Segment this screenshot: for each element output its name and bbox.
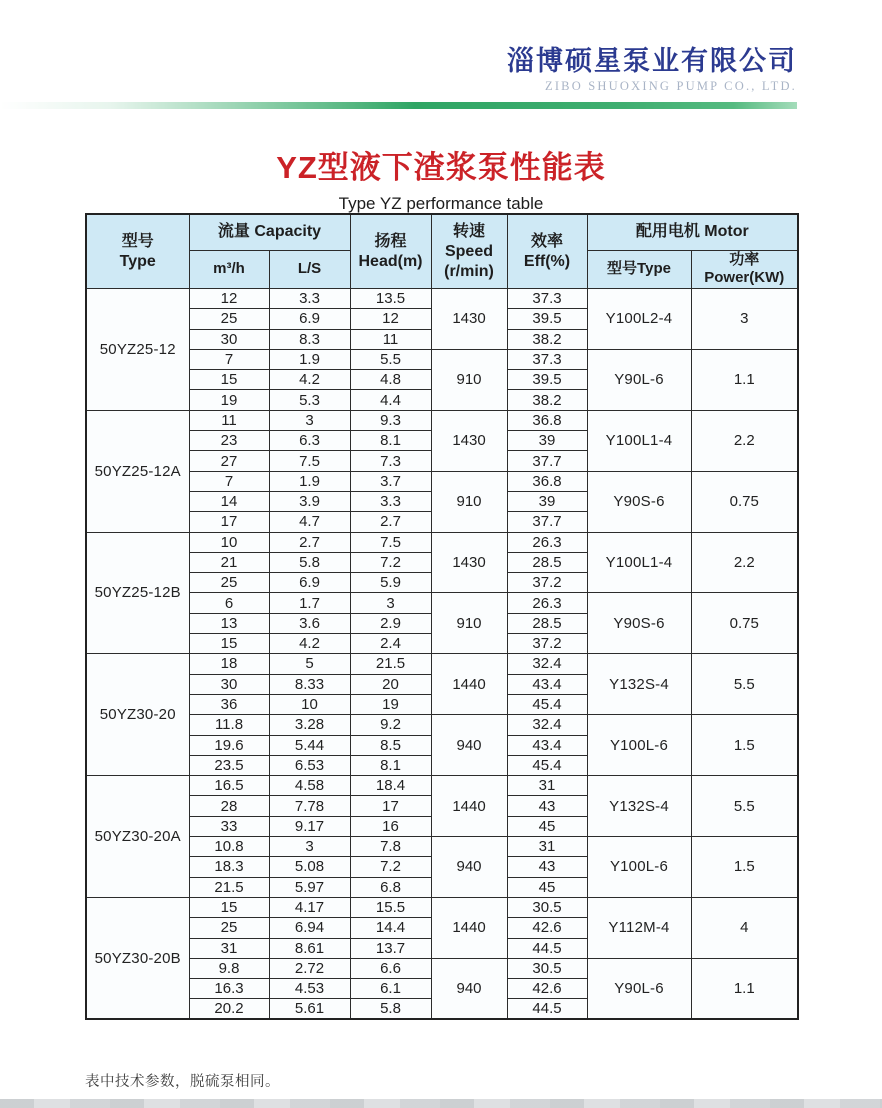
cell-motor-type: Y100L-6 xyxy=(587,837,691,898)
table-row xyxy=(86,532,798,552)
cell-flow-ls: 1.9 xyxy=(269,349,350,369)
company-name-en: ZIBO SHUOXING PUMP CO., LTD. xyxy=(544,79,797,94)
cell-model: 50YZ30-20 xyxy=(86,654,189,776)
cell-head: 15.5 xyxy=(350,897,431,917)
cell-flow-m3h: 7 xyxy=(189,471,269,491)
page-subtitle: Type YZ performance table xyxy=(338,194,544,213)
cell-eff: 37.3 xyxy=(507,289,587,309)
cell-motor-power: 2.2 xyxy=(691,532,798,593)
cell-motor-power: 1.1 xyxy=(691,349,798,410)
cell-motor-power: 1.5 xyxy=(691,715,798,776)
cell-flow-m3h: 19.6 xyxy=(189,735,269,755)
cell-flow-ls: 4.2 xyxy=(269,370,350,390)
cell-motor-type: Y100L2-4 xyxy=(587,289,691,350)
col-header-head xyxy=(350,214,431,289)
cell-flow-ls: 7.78 xyxy=(269,796,350,816)
cell-head: 2.4 xyxy=(350,634,431,654)
cell-flow-ls: 2.72 xyxy=(269,958,350,978)
cell-eff: 36.8 xyxy=(507,471,587,491)
cell-model: 50YZ25-12B xyxy=(86,532,189,654)
cell-flow-m3h: 10 xyxy=(189,532,269,552)
cell-head: 3.7 xyxy=(350,471,431,491)
cell-model: 50YZ30-20B xyxy=(86,897,189,1019)
table-header xyxy=(86,214,798,289)
cell-flow-m3h: 14 xyxy=(189,491,269,511)
cell-eff: 30.5 xyxy=(507,958,587,978)
cell-speed: 940 xyxy=(431,715,507,776)
cell-speed: 910 xyxy=(431,593,507,654)
cell-flow-ls: 4.2 xyxy=(269,634,350,654)
cell-flow-ls: 3.6 xyxy=(269,613,350,633)
cell-flow-ls: 3.3 xyxy=(269,289,350,309)
cell-head: 7.3 xyxy=(350,451,431,471)
cell-flow-m3h: 15 xyxy=(189,634,269,654)
cell-eff: 37.7 xyxy=(507,451,587,471)
cell-flow-ls: 4.17 xyxy=(269,897,350,917)
table-row xyxy=(86,958,798,978)
cell-flow-m3h: 11 xyxy=(189,410,269,430)
cell-flow-m3h: 23.5 xyxy=(189,755,269,775)
cell-flow-ls: 3 xyxy=(269,410,350,430)
cell-motor-power: 0.75 xyxy=(691,593,798,654)
cell-flow-ls: 6.94 xyxy=(269,918,350,938)
cell-flow-m3h: 9.8 xyxy=(189,958,269,978)
col-header-type xyxy=(86,214,189,289)
col-header-eff-cn: 效率 xyxy=(530,232,563,250)
cell-eff: 28.5 xyxy=(507,552,587,572)
cell-eff: 31 xyxy=(507,837,587,857)
cell-eff: 39.5 xyxy=(507,309,587,329)
cell-motor-power: 4 xyxy=(691,897,798,958)
table-row xyxy=(86,776,798,796)
cell-flow-ls: 4.58 xyxy=(269,776,350,796)
col-header-motor-type: 型号Type xyxy=(587,250,691,289)
cell-motor-type: Y100L1-4 xyxy=(587,532,691,593)
cell-head: 12 xyxy=(350,309,431,329)
cell-eff: 26.3 xyxy=(507,532,587,552)
cell-flow-m3h: 33 xyxy=(189,816,269,836)
cell-head: 4.8 xyxy=(350,370,431,390)
cell-flow-m3h: 25 xyxy=(189,309,269,329)
performance-table-body xyxy=(86,289,798,1020)
cell-head: 7.5 xyxy=(350,532,431,552)
cell-flow-m3h: 23 xyxy=(189,431,269,451)
cell-head: 19 xyxy=(350,694,431,714)
bottom-crop-strip xyxy=(0,1099,882,1108)
cell-head: 16 xyxy=(350,816,431,836)
header-divider-bar xyxy=(0,102,797,109)
cell-flow-m3h: 36 xyxy=(189,694,269,714)
col-header-capacity: 流量 Capacity xyxy=(189,214,350,250)
cell-head: 7.2 xyxy=(350,857,431,877)
cell-eff: 43.4 xyxy=(507,735,587,755)
col-header-head-cn: 扬程 xyxy=(374,232,407,250)
cell-eff: 42.6 xyxy=(507,979,587,999)
cell-eff: 39 xyxy=(507,491,587,511)
cell-eff: 39 xyxy=(507,431,587,451)
cell-eff: 28.5 xyxy=(507,613,587,633)
cell-flow-m3h: 27 xyxy=(189,451,269,471)
cell-motor-type: Y90S-6 xyxy=(587,593,691,654)
cell-flow-ls: 3.28 xyxy=(269,715,350,735)
cell-head: 13.7 xyxy=(350,938,431,958)
cell-eff: 36.8 xyxy=(507,410,587,430)
cell-flow-ls: 5.97 xyxy=(269,877,350,897)
cell-motor-power: 1.1 xyxy=(691,958,798,1019)
cell-motor-type: Y112M-4 xyxy=(587,897,691,958)
cell-speed: 910 xyxy=(431,349,507,410)
cell-speed: 940 xyxy=(431,837,507,898)
cell-motor-type: Y90L-6 xyxy=(587,349,691,410)
cell-eff: 45 xyxy=(507,816,587,836)
col-header-head-en: Head(m) xyxy=(358,252,423,270)
cell-speed: 1440 xyxy=(431,897,507,958)
cell-head: 18.4 xyxy=(350,776,431,796)
cell-head: 2.9 xyxy=(350,613,431,633)
cell-speed: 910 xyxy=(431,471,507,532)
cell-flow-m3h: 11.8 xyxy=(189,715,269,735)
cell-flow-ls: 6.9 xyxy=(269,309,350,329)
cell-eff: 43.4 xyxy=(507,674,587,694)
company-name-cn: 淄博硕星泵业有限公司 xyxy=(507,46,797,76)
col-header-motor-power: 功率Power(KW) xyxy=(691,250,798,289)
cell-head: 13.5 xyxy=(350,289,431,309)
col-header-speed xyxy=(431,214,507,289)
cell-eff: 32.4 xyxy=(507,715,587,735)
cell-flow-ls: 9.17 xyxy=(269,816,350,836)
title-block xyxy=(85,142,797,214)
cell-speed: 1430 xyxy=(431,410,507,471)
table-row xyxy=(86,715,798,735)
cell-flow-m3h: 6 xyxy=(189,593,269,613)
cell-motor-power: 1.5 xyxy=(691,837,798,898)
cell-eff: 43 xyxy=(507,857,587,877)
cell-speed: 1440 xyxy=(431,776,507,837)
cell-flow-ls: 3.9 xyxy=(269,491,350,511)
cell-head: 21.5 xyxy=(350,654,431,674)
cell-flow-ls: 8.3 xyxy=(269,329,350,349)
cell-eff: 42.6 xyxy=(507,918,587,938)
cell-motor-type: Y90L-6 xyxy=(587,958,691,1019)
cell-flow-m3h: 7 xyxy=(189,349,269,369)
cell-head: 4.4 xyxy=(350,390,431,410)
cell-flow-m3h: 15 xyxy=(189,897,269,917)
cell-eff: 45.4 xyxy=(507,755,587,775)
cell-motor-power: 5.5 xyxy=(691,776,798,837)
cell-flow-m3h: 28 xyxy=(189,796,269,816)
cell-head: 8.5 xyxy=(350,735,431,755)
col-header-speed-en: Speed xyxy=(444,242,493,260)
footer-note: 表中技术参数，脱硫泵相同。 xyxy=(85,1074,280,1090)
cell-eff: 26.3 xyxy=(507,593,587,613)
cell-motor-type: Y132S-4 xyxy=(587,654,691,715)
cell-motor-power: 2.2 xyxy=(691,410,798,471)
cell-head: 8.1 xyxy=(350,755,431,775)
col-header-ls: L/S xyxy=(269,250,350,289)
cell-head: 6.6 xyxy=(350,958,431,978)
cell-flow-ls: 6.3 xyxy=(269,431,350,451)
cell-head: 5.8 xyxy=(350,999,431,1019)
cell-head: 7.8 xyxy=(350,837,431,857)
cell-flow-m3h: 16.5 xyxy=(189,776,269,796)
col-header-eff xyxy=(507,214,587,289)
cell-flow-ls: 6.53 xyxy=(269,755,350,775)
cell-flow-m3h: 30 xyxy=(189,674,269,694)
table-row xyxy=(86,897,798,917)
performance-table xyxy=(85,213,799,1020)
cell-head: 11 xyxy=(350,329,431,349)
cell-model: 50YZ25-12A xyxy=(86,410,189,532)
cell-speed: 1430 xyxy=(431,289,507,350)
cell-flow-ls: 8.61 xyxy=(269,938,350,958)
cell-eff: 31 xyxy=(507,776,587,796)
cell-head: 20 xyxy=(350,674,431,694)
cell-motor-power: 3 xyxy=(691,289,798,350)
cell-flow-m3h: 16.3 xyxy=(189,979,269,999)
table-row xyxy=(86,410,798,430)
table-row xyxy=(86,289,798,309)
cell-head: 9.3 xyxy=(350,410,431,430)
cell-flow-ls: 4.7 xyxy=(269,512,350,532)
cell-flow-m3h: 15 xyxy=(189,370,269,390)
col-header-m3h: m³/h xyxy=(189,250,269,289)
cell-flow-ls: 10 xyxy=(269,694,350,714)
cell-flow-m3h: 25 xyxy=(189,573,269,593)
cell-eff: 37.2 xyxy=(507,573,587,593)
cell-eff: 38.2 xyxy=(507,390,587,410)
cell-flow-m3h: 19 xyxy=(189,390,269,410)
col-header-speed-cn: 转速 xyxy=(452,222,485,240)
cell-eff: 30.5 xyxy=(507,897,587,917)
cell-flow-ls: 5 xyxy=(269,654,350,674)
cell-speed: 1430 xyxy=(431,532,507,593)
cell-flow-ls: 3 xyxy=(269,837,350,857)
cell-eff: 37.7 xyxy=(507,512,587,532)
cell-flow-ls: 1.9 xyxy=(269,471,350,491)
cell-eff: 44.5 xyxy=(507,999,587,1019)
table-row xyxy=(86,471,798,491)
cell-motor-type: Y132S-4 xyxy=(587,776,691,837)
cell-eff: 38.2 xyxy=(507,329,587,349)
cell-flow-m3h: 21 xyxy=(189,552,269,572)
cell-flow-ls: 5.44 xyxy=(269,735,350,755)
cell-flow-m3h: 12 xyxy=(189,289,269,309)
cell-eff: 45.4 xyxy=(507,694,587,714)
cell-head: 7.2 xyxy=(350,552,431,572)
col-header-type-cn: 型号 xyxy=(121,232,154,250)
cell-flow-m3h: 25 xyxy=(189,918,269,938)
cell-motor-type: Y90S-6 xyxy=(587,471,691,532)
cell-flow-ls: 5.3 xyxy=(269,390,350,410)
cell-flow-ls: 2.7 xyxy=(269,532,350,552)
cell-model: 50YZ25-12 xyxy=(86,289,189,411)
cell-flow-ls: 8.33 xyxy=(269,674,350,694)
cell-flow-ls: 5.61 xyxy=(269,999,350,1019)
cell-head: 5.5 xyxy=(350,349,431,369)
cell-head: 9.2 xyxy=(350,715,431,735)
cell-head: 6.1 xyxy=(350,979,431,999)
cell-motor-power: 0.75 xyxy=(691,471,798,532)
cell-flow-m3h: 18 xyxy=(189,654,269,674)
col-header-speed-unit: (r/min) xyxy=(444,262,494,280)
table-row xyxy=(86,654,798,674)
col-header-motor: 配用电机 Motor xyxy=(587,214,798,250)
cell-eff: 44.5 xyxy=(507,938,587,958)
cell-flow-ls: 4.53 xyxy=(269,979,350,999)
cell-speed: 940 xyxy=(431,958,507,1019)
cell-head: 8.1 xyxy=(350,431,431,451)
cell-head: 3.3 xyxy=(350,491,431,511)
cell-model: 50YZ30-20A xyxy=(86,776,189,898)
cell-flow-m3h: 20.2 xyxy=(189,999,269,1019)
cell-head: 2.7 xyxy=(350,512,431,532)
cell-head: 6.8 xyxy=(350,877,431,897)
cell-flow-m3h: 31 xyxy=(189,938,269,958)
cell-motor-type: Y100L1-4 xyxy=(587,410,691,471)
cell-motor-type: Y100L-6 xyxy=(587,715,691,776)
cell-flow-ls: 7.5 xyxy=(269,451,350,471)
page-title: YZ型液下渣浆泵性能表 xyxy=(276,150,606,185)
cell-head: 14.4 xyxy=(350,918,431,938)
cell-eff: 32.4 xyxy=(507,654,587,674)
cell-eff: 43 xyxy=(507,796,587,816)
cell-flow-m3h: 21.5 xyxy=(189,877,269,897)
cell-eff: 39.5 xyxy=(507,370,587,390)
cell-flow-m3h: 10.8 xyxy=(189,837,269,857)
company-header xyxy=(507,46,797,94)
cell-head: 5.9 xyxy=(350,573,431,593)
cell-head: 3 xyxy=(350,593,431,613)
cell-flow-ls: 5.8 xyxy=(269,552,350,572)
cell-flow-ls: 6.9 xyxy=(269,573,350,593)
table-row xyxy=(86,837,798,857)
cell-motor-power: 5.5 xyxy=(691,654,798,715)
cell-eff: 37.2 xyxy=(507,634,587,654)
cell-eff: 45 xyxy=(507,877,587,897)
col-header-type-en: Type xyxy=(119,252,156,270)
cell-speed: 1440 xyxy=(431,654,507,715)
table-row xyxy=(86,349,798,369)
cell-head: 17 xyxy=(350,796,431,816)
cell-flow-m3h: 18.3 xyxy=(189,857,269,877)
cell-flow-m3h: 30 xyxy=(189,329,269,349)
cell-flow-m3h: 13 xyxy=(189,613,269,633)
cell-flow-ls: 5.08 xyxy=(269,857,350,877)
col-header-eff-en: Eff(%) xyxy=(523,252,571,270)
table-row xyxy=(86,593,798,613)
cell-flow-ls: 1.7 xyxy=(269,593,350,613)
cell-eff: 37.3 xyxy=(507,349,587,369)
cell-flow-m3h: 17 xyxy=(189,512,269,532)
